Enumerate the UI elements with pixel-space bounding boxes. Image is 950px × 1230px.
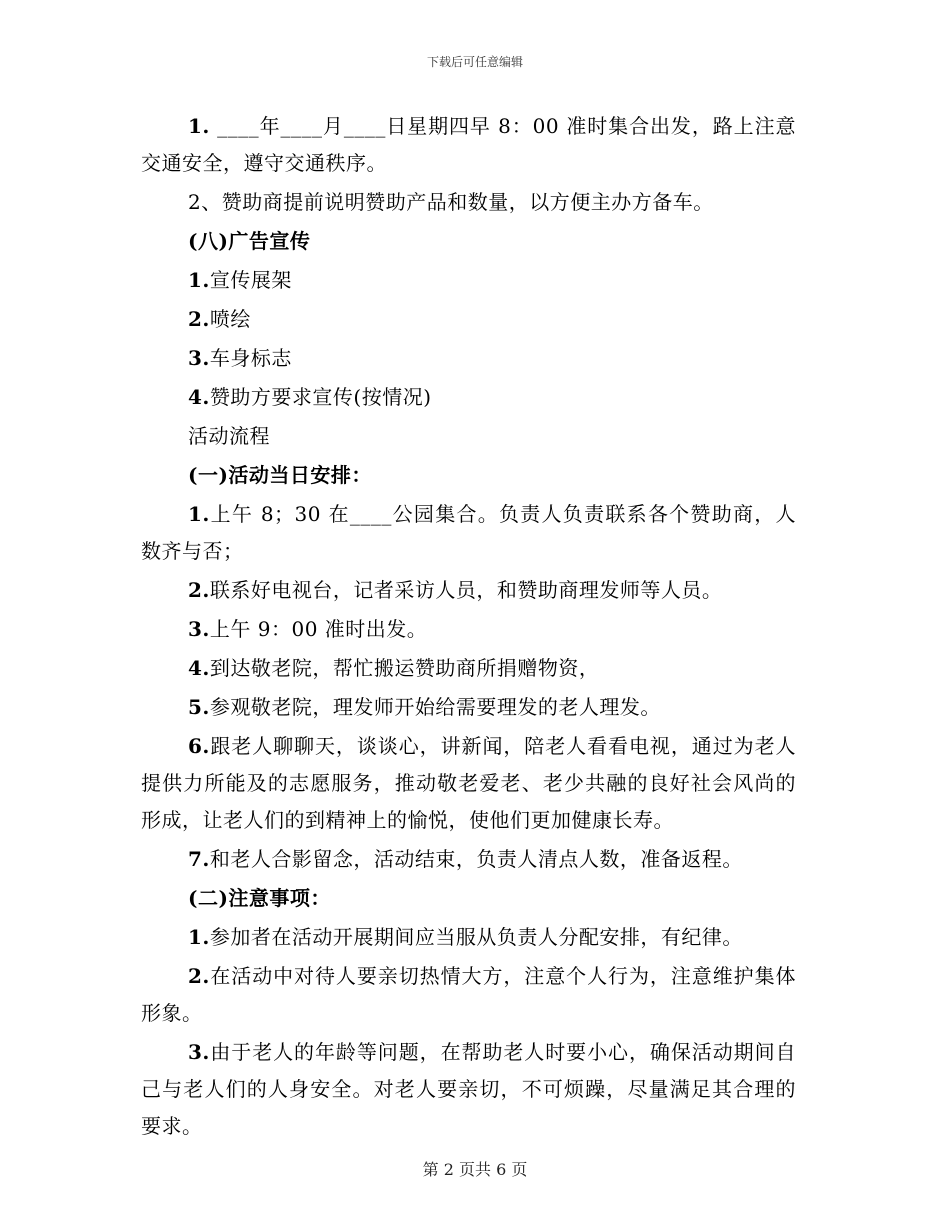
paragraph-text: 上午 8；30 在____公园集合。负责人负责联系各个赞助商，人数齐与否； xyxy=(141,502,796,563)
paragraph-text: 喷绘 xyxy=(209,307,251,331)
paragraph xyxy=(141,262,796,299)
heading-text: (一)活动当日安排： xyxy=(188,463,372,487)
item-number: 3. xyxy=(188,1040,210,1064)
section-heading xyxy=(141,880,796,917)
item-number: 1. xyxy=(188,925,210,949)
paragraph xyxy=(141,841,796,878)
heading-text: (二)注意事项： xyxy=(188,886,331,910)
paragraph-text: 联系好电视台，记者采访人员，和赞助商理发师等人员。 xyxy=(209,578,723,602)
item-number: 1. xyxy=(188,268,210,292)
paragraph-text: 和老人合影留念，活动结束，负责人清点人数，准备返程。 xyxy=(209,847,743,871)
paragraph-text: 参观敬老院，理发师开始给需要理发的老人理发。 xyxy=(209,695,661,719)
paragraph xyxy=(141,689,796,726)
paragraph-text: 跟老人聊聊天，谈谈心，讲新闻，陪老人看看电视，通过为老人提供力所能及的志愿服务，推动敬老爱老、老少共融的良好社会风尚的形成，让老人们的到精神上的愉悦，使他们更加健康长寿。 xyxy=(141,734,796,832)
item-number: 6. xyxy=(188,734,210,758)
heading-text: (八)广告宣传 xyxy=(188,229,311,253)
paragraph xyxy=(141,650,796,687)
section-heading xyxy=(141,457,796,494)
paragraph-text: 由于老人的年龄等问题，在帮助老人时要小心，确保活动期间自己与老人们的人身安全。对老人要亲切，不可烦躁，尽量满足其合理的要求。 xyxy=(141,1040,796,1138)
paragraph-text: 在活动中对待人要亲切热情大方，注意个人行为，注意维护集体形象。 xyxy=(141,964,796,1025)
paragraph xyxy=(141,958,796,1032)
paragraph-text: 活动流程 xyxy=(188,424,270,448)
item-number: 3. xyxy=(188,346,210,370)
item-number: 4. xyxy=(188,656,210,680)
paragraph xyxy=(141,496,796,570)
paragraph xyxy=(141,108,796,182)
paragraph-text: 参加者在活动开展期间应当服从负责人分配安排，有纪律。 xyxy=(209,925,743,949)
page-header: 下载后可任意编辑 xyxy=(426,55,523,69)
document-body xyxy=(141,108,796,1147)
item-number: 2. xyxy=(188,964,210,988)
paragraph xyxy=(141,184,796,221)
item-number: 4. xyxy=(188,385,210,409)
item-number: 7. xyxy=(188,847,210,871)
paragraph xyxy=(141,379,796,416)
item-number: 1. xyxy=(188,502,210,526)
item-number: 2. xyxy=(188,307,210,331)
paragraph-text: ____年____月____日星期四早 8：00 准时集合出发，路上注意交通安全，遵守交通秩序。 xyxy=(141,114,796,175)
item-number: 2. xyxy=(188,578,210,602)
item-number: 5. xyxy=(188,695,210,719)
paragraph-text: 车身标志 xyxy=(209,346,292,370)
paragraph-text: 上午 9：00 准时出发。 xyxy=(209,617,428,641)
item-number: 1. xyxy=(188,114,210,138)
paragraph-text: 赞助方要求宣传(按情况) xyxy=(209,385,432,409)
paragraph-text: 到达敬老院，帮忙搬运赞助商所捐赠物资， xyxy=(209,656,600,680)
page-footer: 第 2 页共 6 页 xyxy=(422,1160,528,1179)
paragraph-text: 宣传展架 xyxy=(209,268,292,292)
paragraph xyxy=(141,340,796,377)
paragraph xyxy=(141,611,796,648)
paragraph xyxy=(141,418,796,455)
item-number: 3. xyxy=(188,617,210,641)
paragraph xyxy=(141,728,796,839)
paragraph xyxy=(141,301,796,338)
paragraph-text: 2、赞助商提前说明赞助产品和数量，以方便主办方备车。 xyxy=(188,190,714,214)
paragraph xyxy=(141,572,796,609)
paragraph xyxy=(141,1034,796,1145)
paragraph xyxy=(141,919,796,956)
section-heading xyxy=(141,223,796,260)
